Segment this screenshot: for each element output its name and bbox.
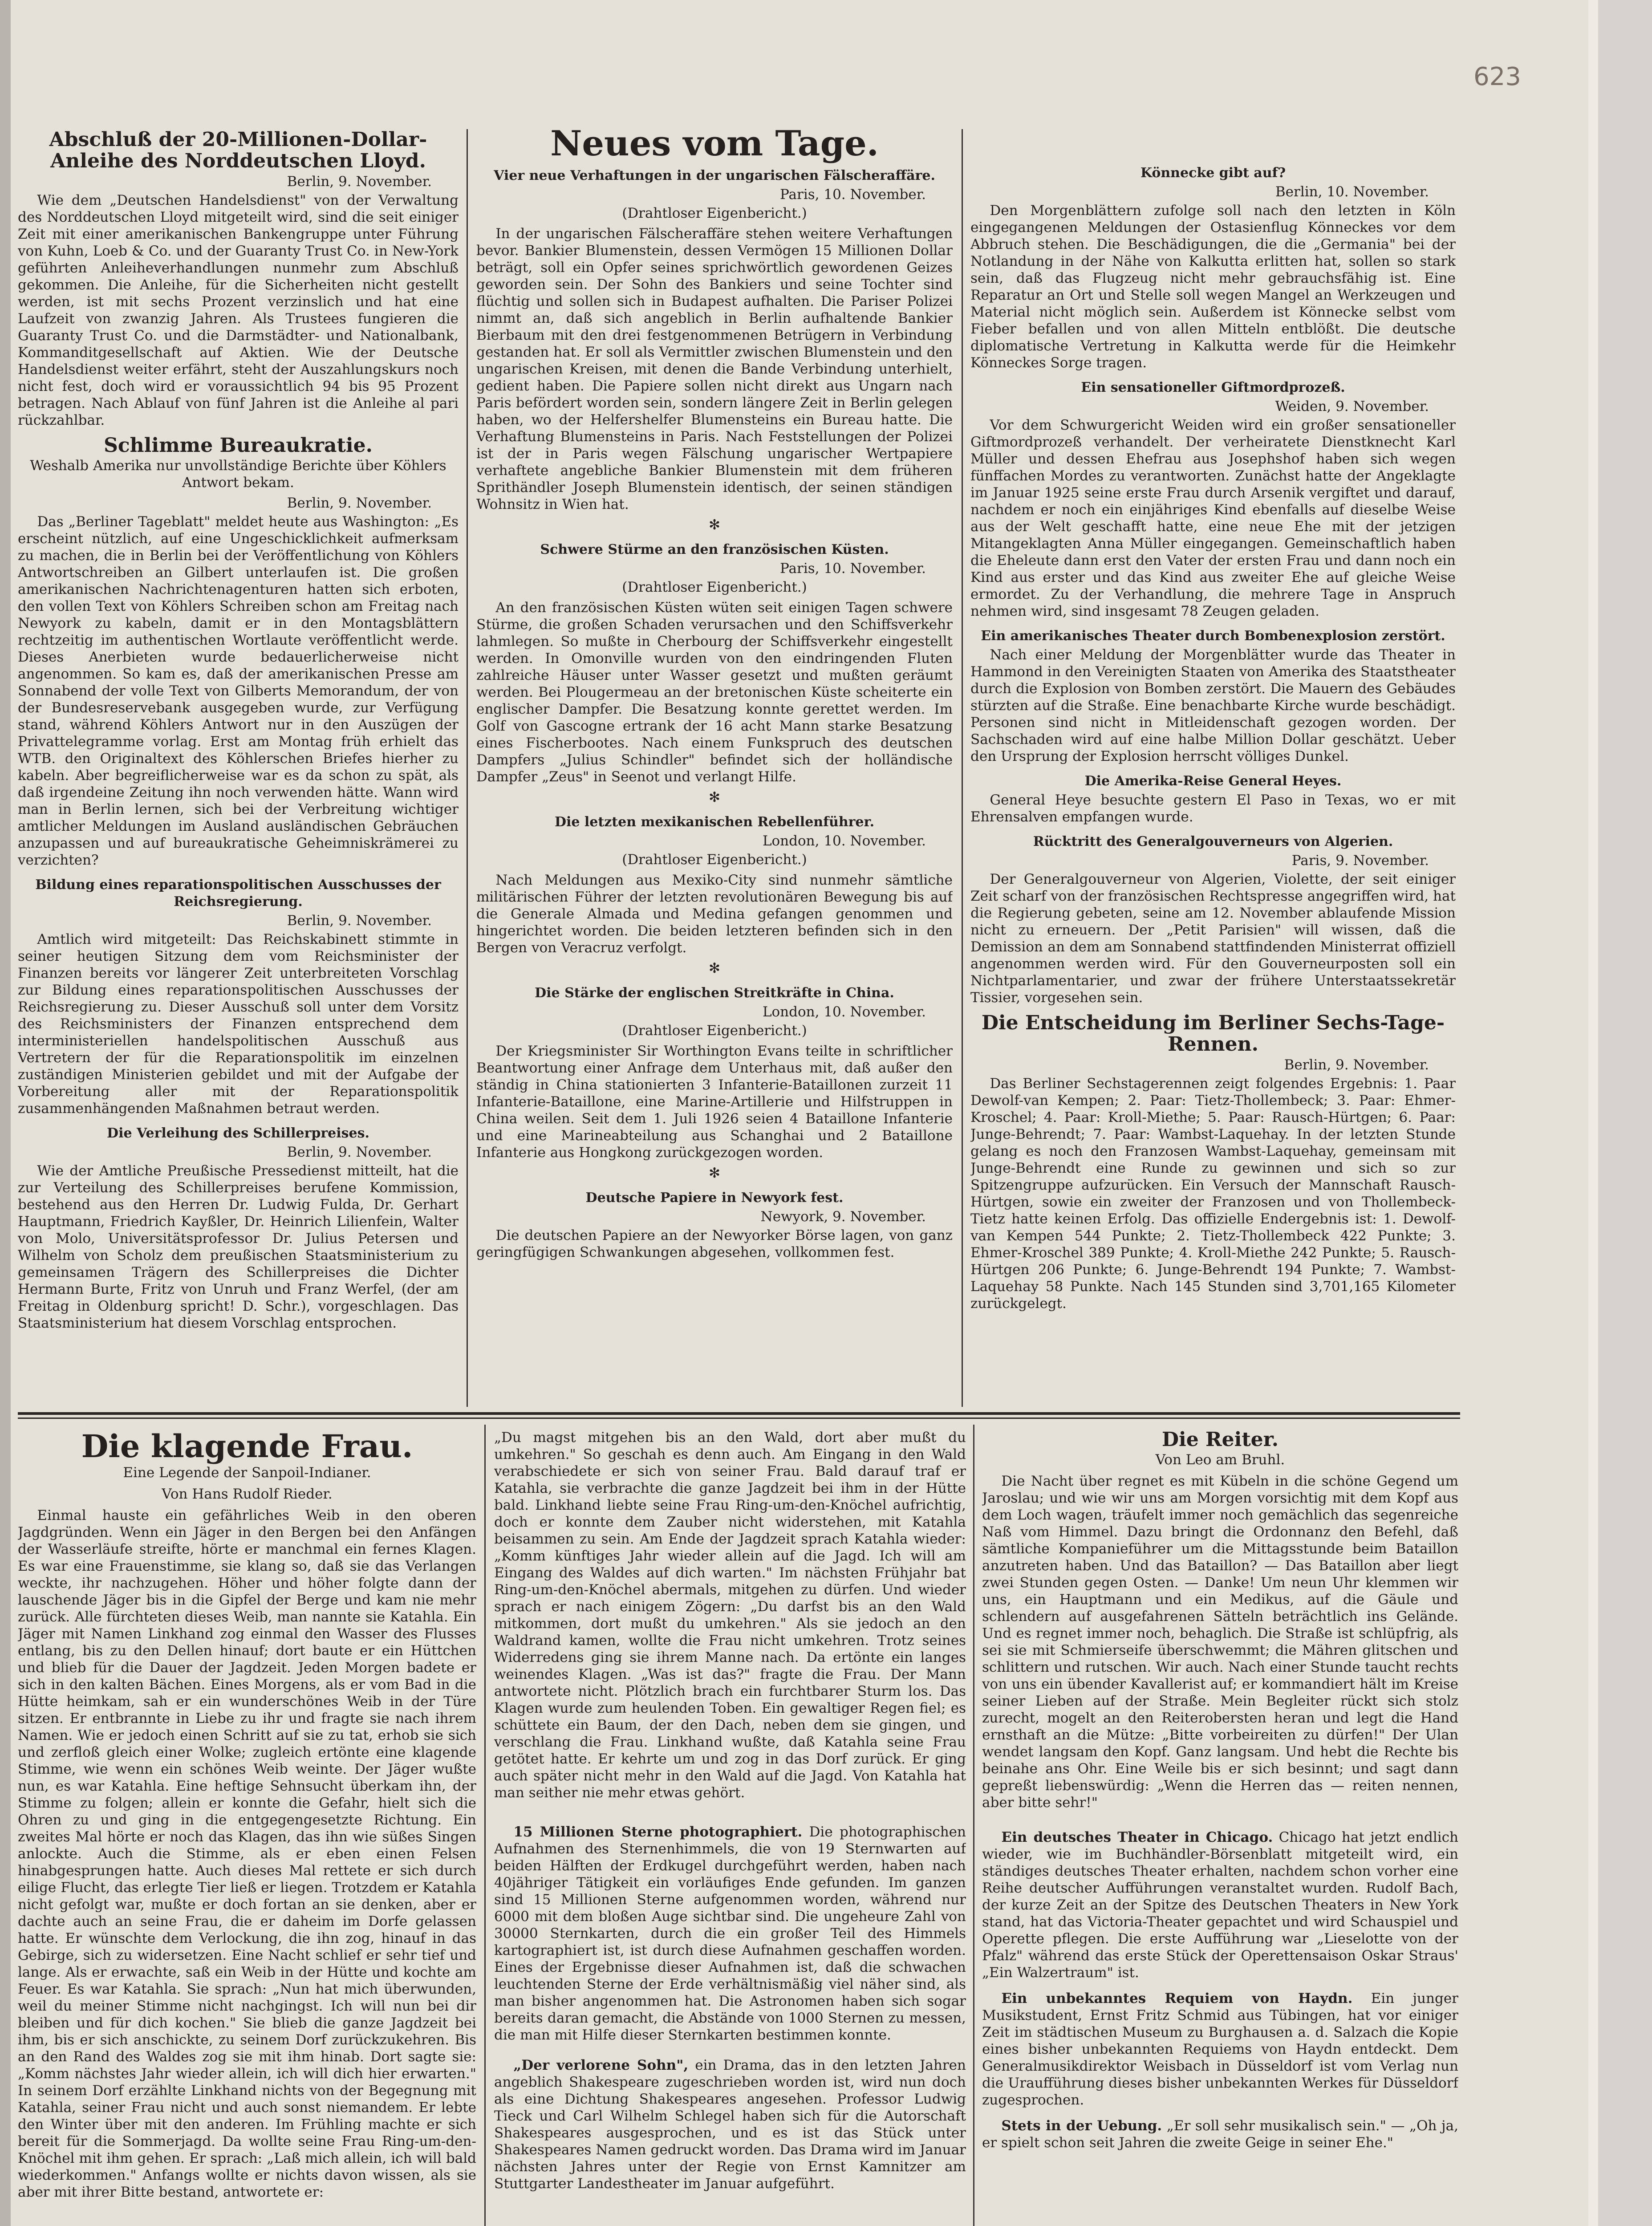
- dateline: Berlin, 9. November.: [287, 173, 432, 190]
- column-2: [476, 125, 953, 1407]
- notice: [982, 1829, 1458, 1981]
- reiter-body: Die Nacht über regnet es mit Kübeln in die schöne Gegend um Jaroslau; und wie wir uns am Morgen vorsichtig mit dem Kopf aus dem Loch wagen, träufelt immer noch gemächlich das segenreiche Naß vom Himmel. Dazu bringt die Ordonnanz den Befehl, daß sämtliche Kompanieführer um die Mittagsstunde beim Bataillon anzutreten haben. Und das Bataillon? — Das Bataillon aber liegt zwei Stunden gegen Osten. — Danke! Um neun Uhr klemmen wir uns, ein Hauptmann und ein Medikus, auf die Gäule und schlendern auf ausgefahrenen Sätteln beträchtlich ins Gelände. Und es regnet immer noch, behaglich. Die Straße ist schlüpfrig, als sei sie mit Schmierseife überschwemmt; die Mähren glitschen und schlittern und rutschen. Wir auch. Nach einer Stunde taucht rechts von uns ein übender Kavallerist auf; er kommandiert hält im Kreise seiner Lieben auf der Straße. Mein Begleiter rückt sich stolz zurecht, mogelt an den Reiterobersten heran und legt die Hand ernsthaft an die Mütze: „Bitte vorbeireiten zu dürfen!" Der Ulan wendet langsam den Kopf. Ganz langsam. Und hebt die Rechte bis beinahe ans Ohr. Eine Weile bis er sich besinnt; und sagt dann gepreßt liebenswürdig: „Wenn die Herren das — reiten nennen, aber bitte sehr!": [982, 1473, 1458, 1811]
- story-subheadline: Eine Legende der Sanpoil-Indianer.: [123, 1465, 371, 1481]
- source-note: (Drahtloser Eigenbericht.): [622, 205, 807, 221]
- headline: Schwere Stürme an den französischen Küsten.: [540, 541, 889, 557]
- headline: Die Amerika-Reise General Heyes.: [1084, 773, 1342, 789]
- dateline: Berlin, 9. November.: [287, 913, 432, 929]
- story-byline: Von Hans Rudolf Rieder.: [162, 1486, 333, 1502]
- star-separator: ✻: [709, 516, 720, 533]
- article-anleihe: [18, 129, 459, 429]
- notice-body: Die photographischen Aufnahmen des Sternenhimmels, die von 19 Sternwarten auf beiden Hälften der Erdkugel durchgeführt werden, haben nach 40jähriger Tätigkeit ein vorläufiges Ende gefunden. Im ganzen sind 15 Millionen Sterne aufgenommen worden, während nur 6000 mit dem bloßen Auge sichtbar sind. Die ungeheure Zahl von 30000 Sternkarten, durch die ein großer Teil des Himmels kartographiert ist, ist durch diese Aufnahmen geschaffen worden. Eines der Ergebnisse dieser Aufnahmen ist, daß die schwachen leuchtenden Sterne der Erde verhältnismäßig viel näher sind, als man bisher angenommen hat. Die Astronomen haben sich sogar bereits daran gemacht, die Abstände von 1000 Sternen zu messen, die man mit Hilfe dieser Sternkarten bestimmen konnte.: [494, 1824, 966, 2043]
- notice: [494, 2057, 966, 2192]
- dateline: Berlin, 9. November.: [287, 1144, 432, 1161]
- dateline: London, 10. November.: [762, 833, 926, 849]
- story-body: Einmal hauste ein gefährliches Weib in den oberen Jagdgründen. Wenn ein Jäger in den Bergen bei den Anfängen der Wasserläufe streifte, hörte er manchmal ein fernes Klagen. Es war eine Frauenstimme, sie klang so, daß sie das Verlangen weckte, ihr nachzugehen. Höher und höher folgte dann der lauschende Jäger bis in die Gipfel der Berge und kam nie mehr zurück. Alle fürchteten dieses Weib, man nannte sie Katahla. Ein Jäger mit Namen Linkhand zog einmal den Wasser des Flusses entlang, bis zu den Dellen hinauf; dort baute er ein Hüttchen und blieb für die Dauer der Jagdzeit. Jeden Morgen badete er sich in den kalten Bächen. Eines Morgens, als er vom Bad in die Hütte heimkam, sah er ein wunderschönes Weib in der Türe sitzen. Er entbrannte in Liebe zu ihr und fragte sie nach ihrem Namen. Wie er jedoch einen Schritt auf sie zu tat, erhob sie sich und zerfloß gleich einer Wolke; zugleich ertönte eine klagende Stimme, wie wenn ein schönes Weib weinte. Der Jäger wußte nun, es war Katahla. Eine heftige Sehnsucht überkam ihn, der Stimme zu folgen; allein er konnte die Gefahr, hielt sich die Ohren zu und ging in die entgegengesetzte Richtung. Ein zweites Mal hörte er noch das Klagen, das ihn wie süßes Singen anlockte. Auch die Stimme, als er eben einen Felsen hinabgesprungen hatte. Auch dieses Mal rettete er sich durch eilige Flucht, das erlegte Tier ließ er liegen. Trotzdem er Katahla nicht gefolgt war, mußte er doch fortan an sie denken, aber er dachte auch an seine Frau, die er daheim im Dorfe gelassen hatte. Er wünschte dem Verlockung, die ihn zog, hinauf in das Gebirge, sich zu widersetzen. Eine Nacht schlief er sehr tief und lange. Als er erwachte, saß ein Weib in der Hütte und kochte am Feuer. Es war Katahla. Sie sprach: „Nun hat mich überwunden, weil du meiner Stimme nicht nachgingst. Ich will nun bei dir bleiben und für dich kochen." Sie blieb die ganze Jagdzeit bei ihm, bis er sich anschickte, zu seinem Dorf zurückzukehren. Bis an den Rand des Waldes zog sie mit ihm hinab. Dort sagte sie: „Komm nächstes Jahr wieder allein, ich will dich hier erwarten." In seinem Dorf erzählte Linkhand nichts von der Begegnung mit Katahla, seiner Frau nicht und auch sonst niemandem. Er lebte den Winter über mit den anderen. Im Frühling machte er sich bereit für die Sommerjagd. Da wollte seine Frau Ring-um-den-Knöchel mit ihm gehen. Er sprach: „Laß mich allein, ich will bald wiederkommen." Anfangs wollte er nichts davon wissen, als sie aber mit ihrer Bitte bestand, antwortete er:: [18, 1507, 476, 2200]
- notice-lead: „Der verlorene Sohn",: [513, 2057, 689, 2073]
- column-rule: [962, 129, 963, 1407]
- article-body: Das Berliner Sechstagerennen zeigt folgendes Ergebnis: 1. Paar Dewolf-van Kempen; 2. Paar: Tietz-Thollembeck; 3. Paar: Ehmer-Kroschel; 4. Paar: Kroll-Miethe; 5. Paar: Rausch-Hürtgen; 6. Paar: Junge-Behrendt; 7. Paar: Wambst-Laquehay. In der letzten Stunde gelang es noch den Franzosen Wambst-Laquehay, gemeinsam mit Junge-Behrendt eine Runde zu gewinnen und sich so zur Spitzengruppe aufzurücken. Ein Versuch der Mannschaft Rausch-Hürtgen, sowie ein zweiter der Franzosen und von Thollembeck-Tietz hatte keinen Erfolg. Das offizielle Endergebnis ist: 1. Dewolf-van Kempen 544 Punkte; 2. Tietz-Thollembeck 422 Punkte; 3. Ehmer-Kroschel 389 Punkte; 4. Kroll-Miethe 242 Punkte; 5. Rausch-Hürtgen 206 Punkte; 6. Junge-Behrendt 194 Punkte; 7. Wambst-Laquehay 58 Punkte. Nach 145 Stunden sind 3,701,165 Kilometer zurückgelegt.: [970, 1075, 1456, 1312]
- source-note: (Drahtloser Eigenbericht.): [622, 579, 807, 595]
- article-body: An den französischen Küsten wüten seit einigen Tagen schwere Stürme, die großen Schaden verursachen und den Schiffsverkehr lahmlegen. So mußte in Cherbourg der Schiffsverkehr eingestellt werden. In Omonville wurden von den eindringenden Fluten zahlreiche Häuser unter Wasser gesetzt und mußten geräumt werden. Bei Plougermeau an der bretonischen Küste scheiterte ein englischer Dampfer. Die Besatzung konnte gerettet werden. Im Golf von Gascogne ertrank der 16 acht Mann starke Besatzung eines Fischerbootes. Nach einem Funkspruch des deutschen Dampfers „Julius Schindler" befindet sich der holländische Dampfer „Zeus" in Seenot und verlangt Hilfe.: [476, 599, 953, 785]
- headline: Deutsche Papiere in Newyork fest.: [585, 1190, 844, 1206]
- masthead: Neues vom Tage.: [550, 125, 879, 164]
- feuilleton-rule: [18, 1412, 1460, 1415]
- article-body: Das „Berliner Tageblatt" meldet heute aus Washington: „Es erscheint nützlich, auf eine Ungeschicklichkeit aufmerksam zu machen, die in Berlin bei der Veröffentlichung von Köhlers Antwortschreiben an Gilbert unterlaufen ist. Die großen amerikanischen Nachrichtenagenturen hatten sich erboten, den vollen Text von Köhlers Schreiben schon am Freitag nach Newyork zu kabeln, damit er in den Montagsblättern rechtzeitig im authentischen Wortlaute veröffentlicht werde. Dieses Anerbieten wurde bedauerlicherweise nicht angenommen. So kam es, daß der amerikanischen Presse am Sonnabend der volle Text von Gilberts Memorandum, der von der Bundesreservebank ausgegeben wurde, zur Verfügung stand, während Köhlers Antwort nur in den Auszügen der Privattelegramme vorlag. Erst am Montag früh erhielt das WTB. den Originaltext des Köhlerschen Briefes hierher zu kabeln. Aber begreiflicherweise war es da schon zu spät, als daß irgendeine Zeitung ihn noch verwenden hätte. Wann wird man in Berlin lernen, sich bei der Verbreitung wichtiger amtlicher Meldungen im Ausland ausländischen Gebräuchen anzupassen und auf bureaukratische Geheimniskrämerei zu verzichten?: [18, 514, 459, 869]
- page-binding: [0, 0, 11, 2226]
- article-body: Amtlich wird mitgeteilt: Das Reichskabinett stimmte in seiner heutigen Sitzung dem vom Reichsminister der Finanzen bereits vor längerer Zeit unterbreiteten Vorschlag zur Bildung eines reparationspolitischen Ausschusses der Reichsregierung zu. Dieser Ausschuß soll unter dem Vorsitz des Reichsministers der Finanzen entsprechend dem interministeriellen handelspolitischen Ausschuß aus Vertretern der für die Reparationspolitik im einzelnen zuständigen Ministerien gebildet und mit der Aufgabe der Vorbereitung aller mit der Reparationspolitik zusammenhängenden Maßnahmen betraut werden.: [18, 931, 459, 1117]
- notice-lead: Ein deutsches Theater in Chicago.: [1001, 1829, 1273, 1846]
- article-body: General Heye besuchte gestern El Paso in Texas, wo er mit Ehrensalven empfangen wurde.: [970, 792, 1456, 825]
- column-rule: [484, 1425, 486, 2226]
- dateline: Newyork, 9. November.: [760, 1208, 926, 1225]
- article-bureaukratie: [18, 435, 459, 869]
- headline: Die Entscheidung im Berliner Sechs-Tage-Rennen.: [981, 1011, 1445, 1056]
- article-body: Nach Meldungen aus Mexiko-City sind nunmehr sämtliche militärischen Führer der letzten revolutionären Bewegung bis auf die Generale Almada und Medina gefangen genommen und hingerichtet worden. Die beiden letzteren befinden sich in den Bergen von Veracruz verfolgt.: [476, 872, 953, 956]
- dateline: Paris, 10. November.: [780, 560, 926, 577]
- dateline: Berlin, 10. November.: [1275, 184, 1429, 200]
- dateline: Berlin, 9. November.: [1284, 1056, 1429, 1073]
- notice-lead: 15 Millionen Sterne photographiert.: [513, 1824, 803, 1840]
- headline: Rücktritt des Generalgouverneurs von Algerien.: [1033, 834, 1393, 849]
- source-note: (Drahtloser Eigenbericht.): [622, 1022, 807, 1039]
- notice-body: Ein junger Musikstudent, Ernst Fritz Schmid aus Tübingen, hat vor einiger Zeit im städtischen Museum zu Burghausen a. d. Salzach die Kopie eines bisher unbekannten Requiems von Haydn entdeckt. Dem Generalmusikdirektor Weisbach in Düsseldorf ist vom Verlag nun die Uraufführung dieses bisher unbekannten Werkes für Düsseldorf zugesprochen.: [982, 1990, 1458, 2108]
- notice: [982, 2117, 1458, 2151]
- notice: [494, 1824, 966, 2043]
- page-number: 623: [1473, 62, 1521, 91]
- feuilleton-column-3: [982, 1429, 1458, 2226]
- star-separator: ✻: [709, 960, 720, 976]
- headline: Die Stärke der englischen Streitkräfte in China.: [535, 985, 894, 1001]
- dateline: Paris, 9. November.: [1291, 853, 1429, 869]
- notice-body: Chicago hat jetzt endlich wieder, wie im Buchhändler-Börsenblatt mitgeteilt wird, ein ständiges deutsches Theater erhalten, nachdem schon vorher eine Reihe deutscher Aufführungen veranstaltet wurden. Rudolf Bach, der kurze Zeit an der Spitze des Deutschen Theaters in New York stand, hat das Victoria-Theater gepachtet und wird Schauspiel und Operette pflegen. Die erste Aufführung war „Lieselotte von der Pfalz" während das erste Stück der Operettensaison Oskar Straus' „Ein Walzertraum" ist.: [982, 1829, 1458, 1981]
- article-body: In der ungarischen Fälscheraffäre stehen weitere Verhaftungen bevor. Bankier Blumenstein, dessen Vermögen 15 Millionen Dollar beträgt, soll ein Opfer seines sprichwörtlich gewordenen Geizes geworden sein. Der Sohn des Bankiers und seine Tochter sind flüchtig und sollen sich in Budapest aufhalten. Die Pariser Polizei nimmt an, daß sich angeblich in Berlin aufhaltende Bankier Bierbaum mit den drei festgenommenen Betrügern in Verbindung gestanden hat. Er soll als Vermittler zwischen Blumenstein und den ungarischen Kreisen, mit denen die Bande Verbindung unterhielt, gedient haben. Die Papiere sollen nicht direkt aus Ungarn nach Paris befördert worden sein, sondern längere Zeit in Berlin gelegen haben, wo der Helfershelfer Blumensteins ein Bureau hatte. Die Verhaftung Blumensteins in Paris. Nach Feststellungen der Polizei ist der in Paris wegen Fälschung ungarischer Wertpapiere verhaftete angebliche Bankier Blumenstein mit dem früheren Sprithändler Joseph Blumenstein identisch, der seinen ständigen Wohnsitz in Wien hat.: [476, 225, 953, 512]
- feuilleton-rule: [18, 1418, 1460, 1419]
- dateline: London, 10. November.: [762, 1003, 926, 1020]
- dateline: Berlin, 9. November.: [287, 495, 432, 512]
- source-note: (Drahtloser Eigenbericht.): [622, 851, 807, 868]
- subheadline: Weshalb Amerika nur unvollständige Berichte über Köhlers Antwort bekam.: [30, 458, 446, 491]
- star-separator: ✻: [709, 789, 720, 805]
- notice-body: ein Drama, das in den letzten Jahren angeblich Shakespeare zugeschrieben worden ist, wird nun doch als eine Dichtung Shakespeares angesehen. Professor Ludwig Tieck und Carl Wilhelm Schlegel haben sich für die Autorschaft Shakespeares ausgesprochen, und es ist das Stück unter Shakespeares Namen gedruckt worden. Das Drama wird im Januar nächsten Jahres unter der Regie von Ernst Kamnitzer am Stuttgarter Landestheater im Januar aufgeführt.: [494, 2057, 966, 2192]
- headline: Ein amerikanisches Theater durch Bombenexplosion zerstört.: [981, 628, 1445, 644]
- notice-lead: Stets in der Uebung.: [1001, 2118, 1162, 2134]
- dateline: Weiden, 9. November.: [1275, 398, 1429, 414]
- article-body: Den Morgenblättern zufolge soll nach den letzten in Köln eingegangenen Meldungen der Ostasienflug Könneckes vor dem Abbruch stehen. Die Beschädigungen, die die „Germania" bei der Notlandung in der Nähe von Kalkutta erlitten hat, sollen so stark sein, daß das Flugzeug nicht mehr gebrauchsfähig ist. Eine Reparatur an Ort und Stelle soll wegen Mangel an Werkzeugen und Material nicht möglich sein. Außerdem ist Könnecke selbst vom Fieber befallen und von allen Mitteln entblößt. Die deutsche diplomatische Vertretung in Kalkutta werde für die Heimkehr Könneckes Sorge tragen.: [970, 203, 1456, 371]
- reiter-byline: Von Leo am Bruhl.: [1155, 1452, 1285, 1468]
- notice-body: „Er soll sehr musikalisch sein." — „Oh ja, er spielt schon seit Jahren die zweite Geige in seiner Ehe.": [982, 2118, 1458, 2151]
- article-body: Der Kriegsminister Sir Worthington Evans teilte in schriftlicher Beantwortung einer Anfrage dem Unterhaus mit, daß außer den ständig in China stationierten 3 Infanterie-Bataillonen zurzeit 11 Infanterie-Bataillone, eine Marine-Artillerie und Hilfstruppen in China weilen. Seit dem 1. Juli 1926 seien 4 Bataillone Infanterie und eine Marineabteilung aus Schanghai und 2 Bataillone Infanterie aus Hongkong zurückgezogen worden.: [476, 1043, 953, 1161]
- column-rule: [973, 1425, 974, 2226]
- star-separator: ✻: [709, 1165, 720, 1181]
- feuilleton-column-1: [18, 1429, 476, 2226]
- feuilleton-column-2: [494, 1429, 966, 2226]
- column-rule: [467, 129, 468, 1407]
- article-body: Die deutschen Papiere an der Newyorker Börse lagen, von ganz geringfügigen Schwankungen abgesehen, vollkommen fest.: [476, 1227, 953, 1260]
- article-body: Wie dem „Deutschen Handelsdienst" von der Verwaltung des Norddeutschen Lloyd mitgeteilt wird, sind die seit einiger Zeit mit einer amerikanischen Bankengruppe unter Führung von Kuhn, Loeb & Co. und der Guaranty Trust Co. in New-York geführten Anleiheverhandlungen nunmehr zum Abschluß gekommen. Die Anleihe, für die Sicherheiten nicht gestellt werden, ist mit sechs Prozent verzinslich und hat eine Laufzeit von zwanzig Jahren. Als Trustees fungieren die Guaranty Trust Co. und die Darmstädter- und Nationalbank, Kommanditgesellschaft auf Aktien. Wie der Deutsche Handelsdienst weiter erfährt, steht der Auszahlungskurs noch nicht fest, doch wird er voraussichtlich 94 bis 95 Prozent betragen. Nach Ablauf von fünf Jahren ist die Anleihe al pari rückzahlbar.: [18, 192, 459, 428]
- notice-lead: Ein unbekanntes Requiem von Haydn.: [1001, 1990, 1353, 2007]
- headline: Abschluß der 20-Millionen-Dollar-Anleihe des Norddeutschen Lloyd.: [49, 129, 427, 173]
- notice: [982, 1990, 1458, 2108]
- story-headline: Die klagende Frau.: [81, 1429, 413, 1465]
- article-body: Nach einer Meldung der Morgenblätter wurde das Theater in Hammond in den Vereinigten Staaten von Amerika des Staatstheater durch die Explosion von Bomben zerstört. Die Mauern des Gebäudes stürzten auf die Straße. Eine benachbarte Kirche wurde beschädigt. Personen sind nicht in Mitleidenschaft gezogen worden. Der Sachschaden wird auf eine halbe Million Dollar geschätzt. Ueber den Ursprung der Explosion herrscht völliges Dunkel.: [970, 647, 1456, 764]
- article-body: Der Generalgouverneur von Algerien, Violette, der seit einiger Zeit scharf von der französischen Rechtspresse angegriffen wird, hat die Regierung gebeten, seine am 12. November ablaufende Mission nicht zu erneuern. Der „Petit Parisien" will wissen, daß die Demission an dem am Sonnabend stattfindenden Ministerrat offiziell angenommen werden wird. Für den Gouverneurposten soll ein Nichtparlamentarier, und zwar der frühere Unterstaatssekretär Tissier, vorgesehen sein.: [970, 871, 1456, 1006]
- headline: Könnecke gibt auf?: [1140, 165, 1286, 181]
- column-3: [970, 165, 1456, 1407]
- reiter-headline: Die Reiter.: [1161, 1429, 1279, 1451]
- article-body: Vor dem Schwurgericht Weiden wird ein großer sensationeller Giftmordprozeß verhandelt. Der verheiratete Dienstknecht Karl Müller und dessen Ehefrau aus Josephshof haben sich wegen fünffachen Mordes zu verantworten. Zunächst hatte der Angeklagte im Januar 1925 seine erste Frau durch Arsenik vergiftet und darauf, nachdem er noch ein einjähriges Kind ebenfalls auf dieselbe Weise aus der Welt geschafft hatte, eine neue Ehe mit der jetzigen Mitangeklagten Anna Müller eingegangen. Gemeinschaftlich haben die Eheleute dann erst den Vater der ersten Frau und dann noch ein Kind aus erster und das Kind aus zweiter Ehe auf gleiche Weise ermordet. Zu der Verhandlung, die mehrere Tage in Anspruch nehmen wird, sind insgesamt 78 Zeugen geladen.: [970, 417, 1456, 619]
- column-1: [18, 129, 459, 1407]
- headline: Bildung eines reparationspolitischen Ausschusses der Reichsregierung.: [35, 877, 441, 910]
- dateline: Paris, 10. November.: [780, 186, 926, 203]
- headline: Die Verleihung des Schillerpreises.: [107, 1125, 369, 1141]
- headline: Schlimme Bureaukratie.: [104, 434, 373, 457]
- headline: Ein sensationeller Giftmordprozeß.: [1081, 380, 1345, 395]
- story-body-continued: „Du magst mitgehen bis an den Wald, dort aber mußt du umkehren." So geschah es denn auch. Am Eingang in den Wald verabschiedete er sich von seiner Frau. Bald darauf traf er Katahla, sie verbrachte die ganze Jagdzeit bei ihm in der Hütte bald. Linkhand liebte seine Frau Ring-um-den-Knöchel aufrichtig, doch er konnte dem Zauber nicht widerstehen, mit Katahla beisammen zu sein. Am Ende der Jagdzeit sprach Katahla wieder: „Komm künftiges Jahr wieder allein auf die Jagd. Ich will am Eingang des Waldes auf dich warten." Im nächsten Frühjahr bat Ring-um-den-Knöchel abermals, mitgehen zu dürfen. Und wieder sprach er nach einigem Zögern: „Du darfst bis an den Wald mitkommen, dort mußt du umkehren." Als sie jedoch an den Waldrand kamen, wollte die Frau nicht umkehren. Trotz seines Widerredens ging sie ihrem Manne nach. Da ertönte ein langes weinendes Klagen. „Was ist das?" fragte die Frau. Der Mann antwortete nicht. Plötzlich brach ein furchtbarer Sturm los. Das Klagen wurde zum heulenden Toben. Ein gewaltiger Regen fiel; es schüttete ein Baum, der den Dach, neben dem sie gingen, und verschlang die Frau. Linkhand wußte, daß Katahla seine Frau getötet hatte. Er kehrte um und zog in das Dorf zurück. Er ging auch später nicht mehr in den Wald auf die Jagd. Von Katahla hat man seither nie mehr etwas gehört.: [494, 1430, 966, 1801]
- headline: Vier neue Verhaftungen in der ungarischen Fälscheraffäre.: [494, 167, 935, 183]
- headline: Die letzten mexikanischen Rebellenführer.: [554, 814, 875, 830]
- page-edge: [1588, 0, 1598, 2226]
- article-body: Wie der Amtliche Preußische Pressedienst mitteilt, hat die zur Verteilung des Schillerpreises berufene Kommission, bestehend aus den Herren Dr. Ludwig Fulda, Dr. Gerhart Hauptmann, Friedrich Kayßler, Dr. Heinrich Lilienfein, Walter von Molo, Universitätsprofessor Dr. Julius Petersen und Wilhelm von Scholz dem preußischen Staatsministerium zu gemeinsamen Trägern des Schillerpreises die Dichter Hermann Burte, Fritz von Unruh und Franz Werfel, (der am Freitag in Oldenburg spricht! D. Schr.), vorgeschlagen. Das Staatsministerium hat diesem Vorschlag entsprochen.: [18, 1163, 459, 1332]
